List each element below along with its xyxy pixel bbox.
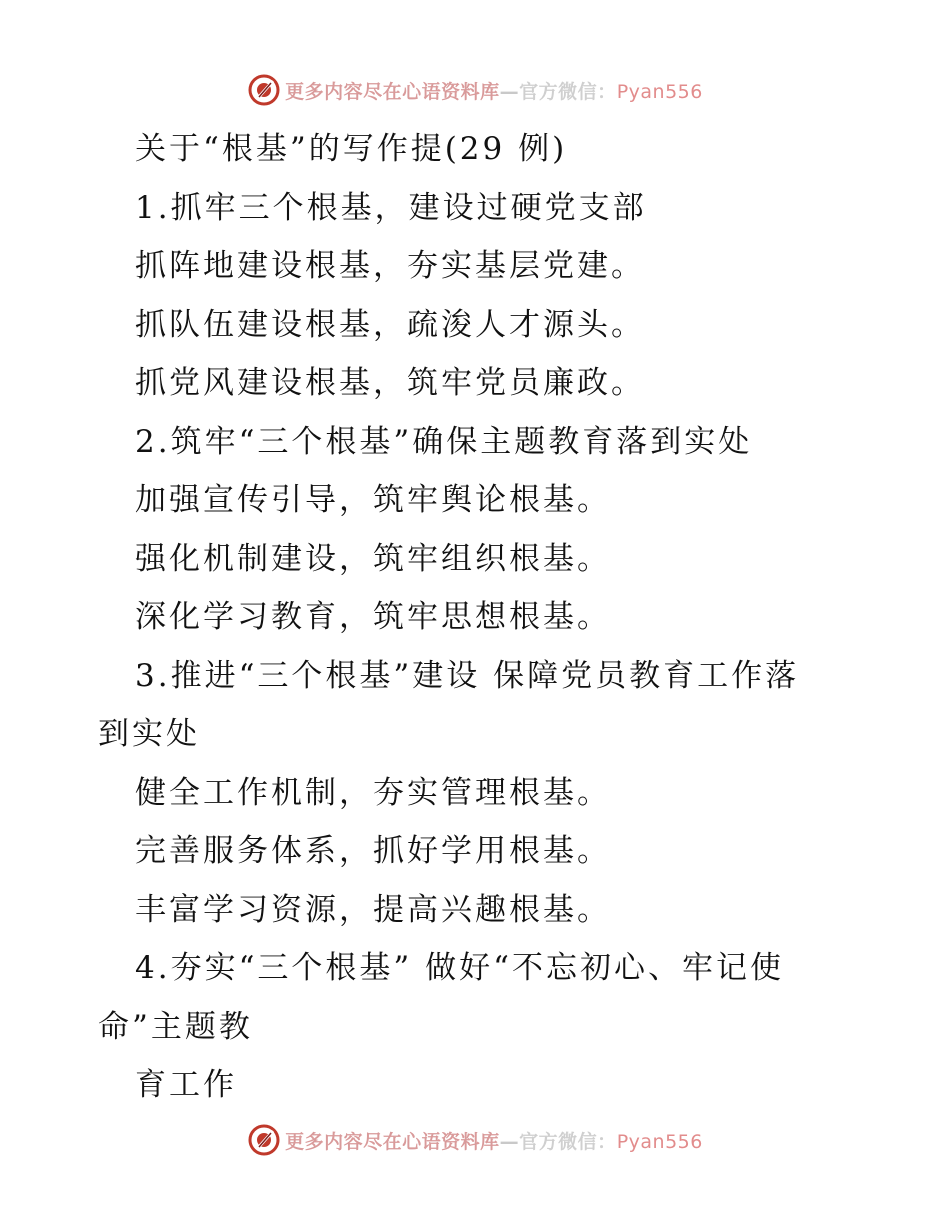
- document-line: 加强宣传引导，筑牢舆论根基。: [135, 482, 611, 518]
- footer-watermark: [0, 1120, 950, 1160]
- document-line: 4.夯实“三个根基” 做好“不忘初心、牢记使: [135, 950, 784, 986]
- watermark-main-text: 更多内容尽在心语资料库: [285, 1130, 500, 1153]
- watermark-sub-text: 官方微信：: [519, 1130, 617, 1153]
- document-line: 2.筑牢“三个根基”确保主题教育落到实处: [135, 423, 753, 460]
- document-line: 深化学习教育，筑牢思想根基。: [135, 599, 611, 635]
- document-line: 关于“根基”的写作提(29 例): [135, 131, 568, 167]
- watermark-wechat-id: Pyan556: [616, 80, 703, 103]
- watermark-wechat-id: Pyan556: [616, 1130, 703, 1153]
- document-line: 完善服务体系，抓好学用根基。: [135, 833, 611, 869]
- document-line: 到实处: [98, 716, 200, 752]
- document-body: [98, 120, 858, 1115]
- document-line: 育工作: [135, 1067, 237, 1103]
- document-line: 命”主题教: [98, 1008, 253, 1045]
- watermark-sub-text: 官方微信：: [519, 80, 617, 103]
- document-line: 强化机制建设，筑牢组织根基。: [135, 540, 611, 577]
- document-line: 3.推进“三个根基”建设 保障党员教育工作落: [135, 657, 800, 694]
- document-line: 1.抓牢三个根基，建设过硬党支部: [135, 189, 647, 226]
- document-line: 健全工作机制，夯实管理根基。: [135, 774, 611, 811]
- document-line: 丰富学习资源，提高兴趣根基。: [135, 891, 611, 928]
- logo-icon: [247, 1123, 281, 1157]
- watermark-dash: —: [499, 80, 520, 103]
- document-line: 抓阵地建设根基，夯实基层党建。: [135, 248, 645, 284]
- document-line: 抓队伍建设根基，疏浚人才源头。: [135, 306, 645, 343]
- logo-icon: [247, 73, 281, 107]
- watermark-dash: —: [499, 1130, 520, 1153]
- watermark-main-text: 更多内容尽在心语资料库: [285, 80, 500, 103]
- header-watermark: [0, 70, 950, 110]
- document-line: 抓党风建设根基，筑牢党员廉政。: [135, 365, 645, 401]
